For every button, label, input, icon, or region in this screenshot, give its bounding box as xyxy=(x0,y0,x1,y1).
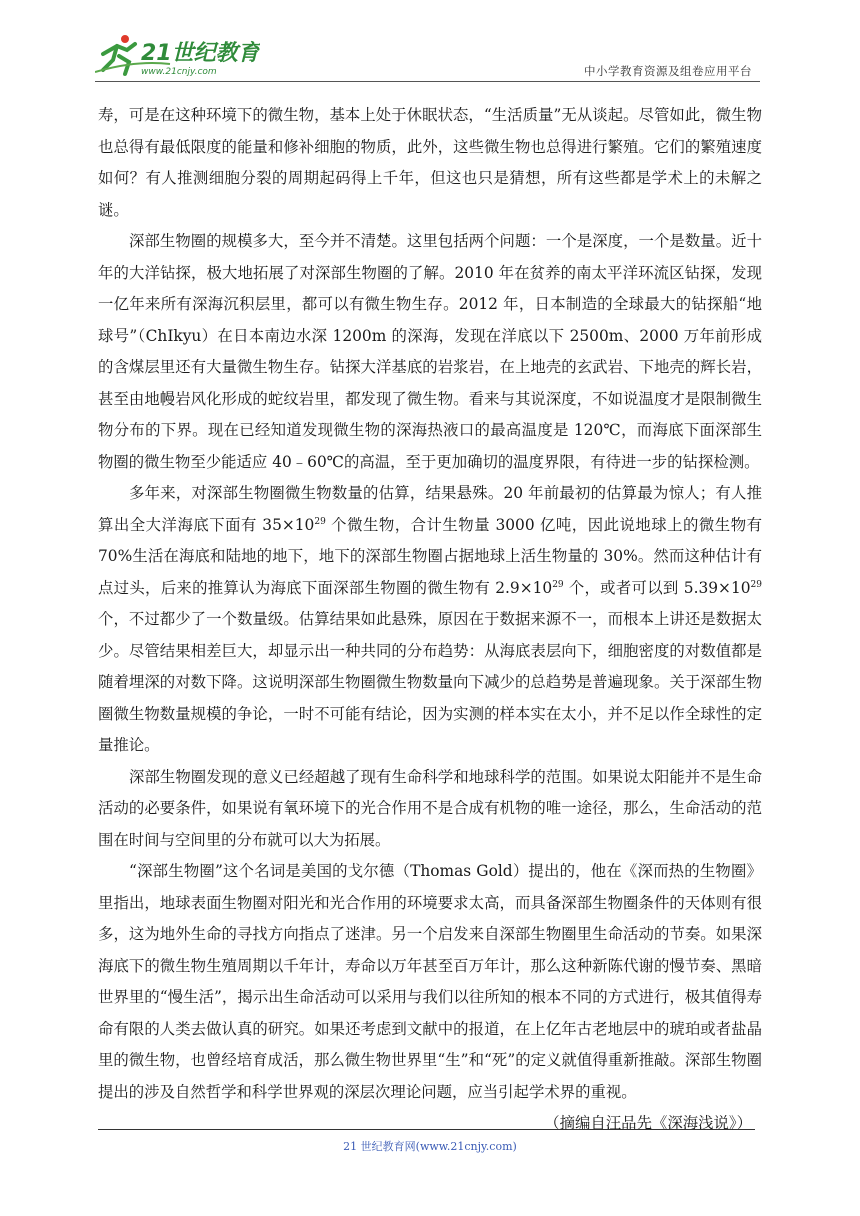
logo-url: www.21cnjy.com xyxy=(141,67,217,77)
exponent-3: 29 xyxy=(750,579,762,590)
footer-text: 21 世纪教育网(www.21cnjy.com) xyxy=(343,1140,517,1153)
paragraph-5: “深部生物圈”这个名词是美国的戈尔德（Thomas Gold）提出的，他在《深而热的生物圈》里指出，地球表面生物圈对阳光和光合作用的环境要求太高，而具备深部生物圈条件的天体则有很多，这为地外生命的寻找方向指点了迷津。另一个启发来自深部生物圈里生命活动的节奏。如果深海底下的微生物生殖周期以千年计，寿命以万年甚至百万年计，那么这种新陈代谢的慢节奏、黑暗世界里的“慢生活”，揭示出生命活动可以采用与我们以往所知的根本不同的方式进行，极其值得寿命有限的人类去做认真的研究。如果还考虑到文献中的报道，在上亿年古老地层中的琥珀或者盐晶里的微生物，也曾经培育成活，那么微生物世界里“生”和“死”的定义就值得重新推敲。深部生物圈提出的涉及自然哲学和科学世界观的深层次理论问题，应当引起学术界的重视。 xyxy=(98,862,762,1101)
header-platform-text: 中小学教育资源及组卷应用平台 xyxy=(584,64,752,78)
paragraph-4: 深部生物圈发现的意义已经超越了现有生命科学和地球科学的范围。如果说太阳能并不是生命活动的必要条件，如果说有氧环境下的光合作用不是合成有机物的唯一途径，那么，生命活动的范围在时间与空间里的分布就可以大为拓展。 xyxy=(98,767,762,849)
paragraph-2: 深部生物圈的规模多大，至今并不清楚。这里包括两个问题：一个是深度，一个是数量。近十年的大洋钻探，极大地拓展了对深部生物圈的了解。2010 年在贫养的南太平洋环流区钻探，发现一亿年来所有深海沉积层里，都可以有微生物生存。2012 年，日本制造的全球最大的钻探船“地球号”（ChIkyu）在日本南边水深 1200m 的深海，发现在洋底以下 2500m、2000 万年前形成的含煤层里还有大量微生物生存。钻探大洋基底的岩浆岩，在上地壳的玄武岩、下地壳的辉长岩，甚至由地幔岩风化形成的蛇纹岩里，都发现了微生物。看来与其说深度，不如说温度才是限制微生物分布的下界。现在已经知道发现微生物的深海热液口的最高温度是 120℃，而海底下面深部生物圈的微生物至少能适应 40﹣60℃的高温，至于更加确切的温度界限，有待进一步的钻探检测。 xyxy=(98,232,762,471)
paragraph-3-part-3: 个，或者可以到 5.39×10 xyxy=(563,578,751,597)
logo-graphic xyxy=(95,30,260,80)
paragraph-3 xyxy=(98,478,762,762)
logo xyxy=(95,30,260,80)
article-body xyxy=(98,100,762,1140)
paragraph-3-part-1: 多年来，对深部生物圈微生物数量的估算，结果悬殊。20 年前最初的估算最为惊人；有人推算出全大洋海底下面有 35×10 xyxy=(98,484,762,534)
paragraph-1: 寿，可是在这种环境下的微生物，基本上处于休眠状态，“生活质量”无从谈起。尽管如此，微生物也总得有最低限度的能量和修补细胞的物质，此外，这些微生物也总得进行繁殖。它们的繁殖速度如何？有人推测细胞分裂的周期起码得上千年，但这也只是猜想，所有这些都是学术上的未解之谜。 xyxy=(98,106,762,219)
paragraph-3-part-2: 个微生物，合计生物量 3000 亿吨，因此说地球上的微生物有 70%生活在海底和陆地的地下，地下的深部生物圈占据地球上活生物量的 30%。然而这种估计有点过头，后来的推算认为海底下面深部生物圈的微生物有 2.9×10 xyxy=(98,515,762,597)
logo-text: 21世纪教育 xyxy=(141,41,260,66)
exponent-1: 29 xyxy=(314,516,326,527)
exponent-2: 29 xyxy=(552,579,564,590)
page-header xyxy=(95,30,760,82)
header-divider xyxy=(95,81,760,82)
source-citation: （摘编自汪品先《深海浅说》） xyxy=(544,1114,752,1132)
footer-divider xyxy=(98,1129,755,1130)
paragraph-3-part-4: 个，不过都少了一个数量级。估算结果如此悬殊，原因在于数据来源不一，而根本上讲还是数据太少。尽管结果相差巨大，却显示出一种共同的分布趋势：从海底表层向下，细胞密度的对数值都是随着埋深的对数下降。这说明深部生物圈微生物数量向下减少的总趋势是普遍现象。关于深部生物圈微生物数量规模的争论，一时不可能有结论，因为实测的样本实在太小，并不足以作全球性的定量推论。 xyxy=(98,610,762,754)
